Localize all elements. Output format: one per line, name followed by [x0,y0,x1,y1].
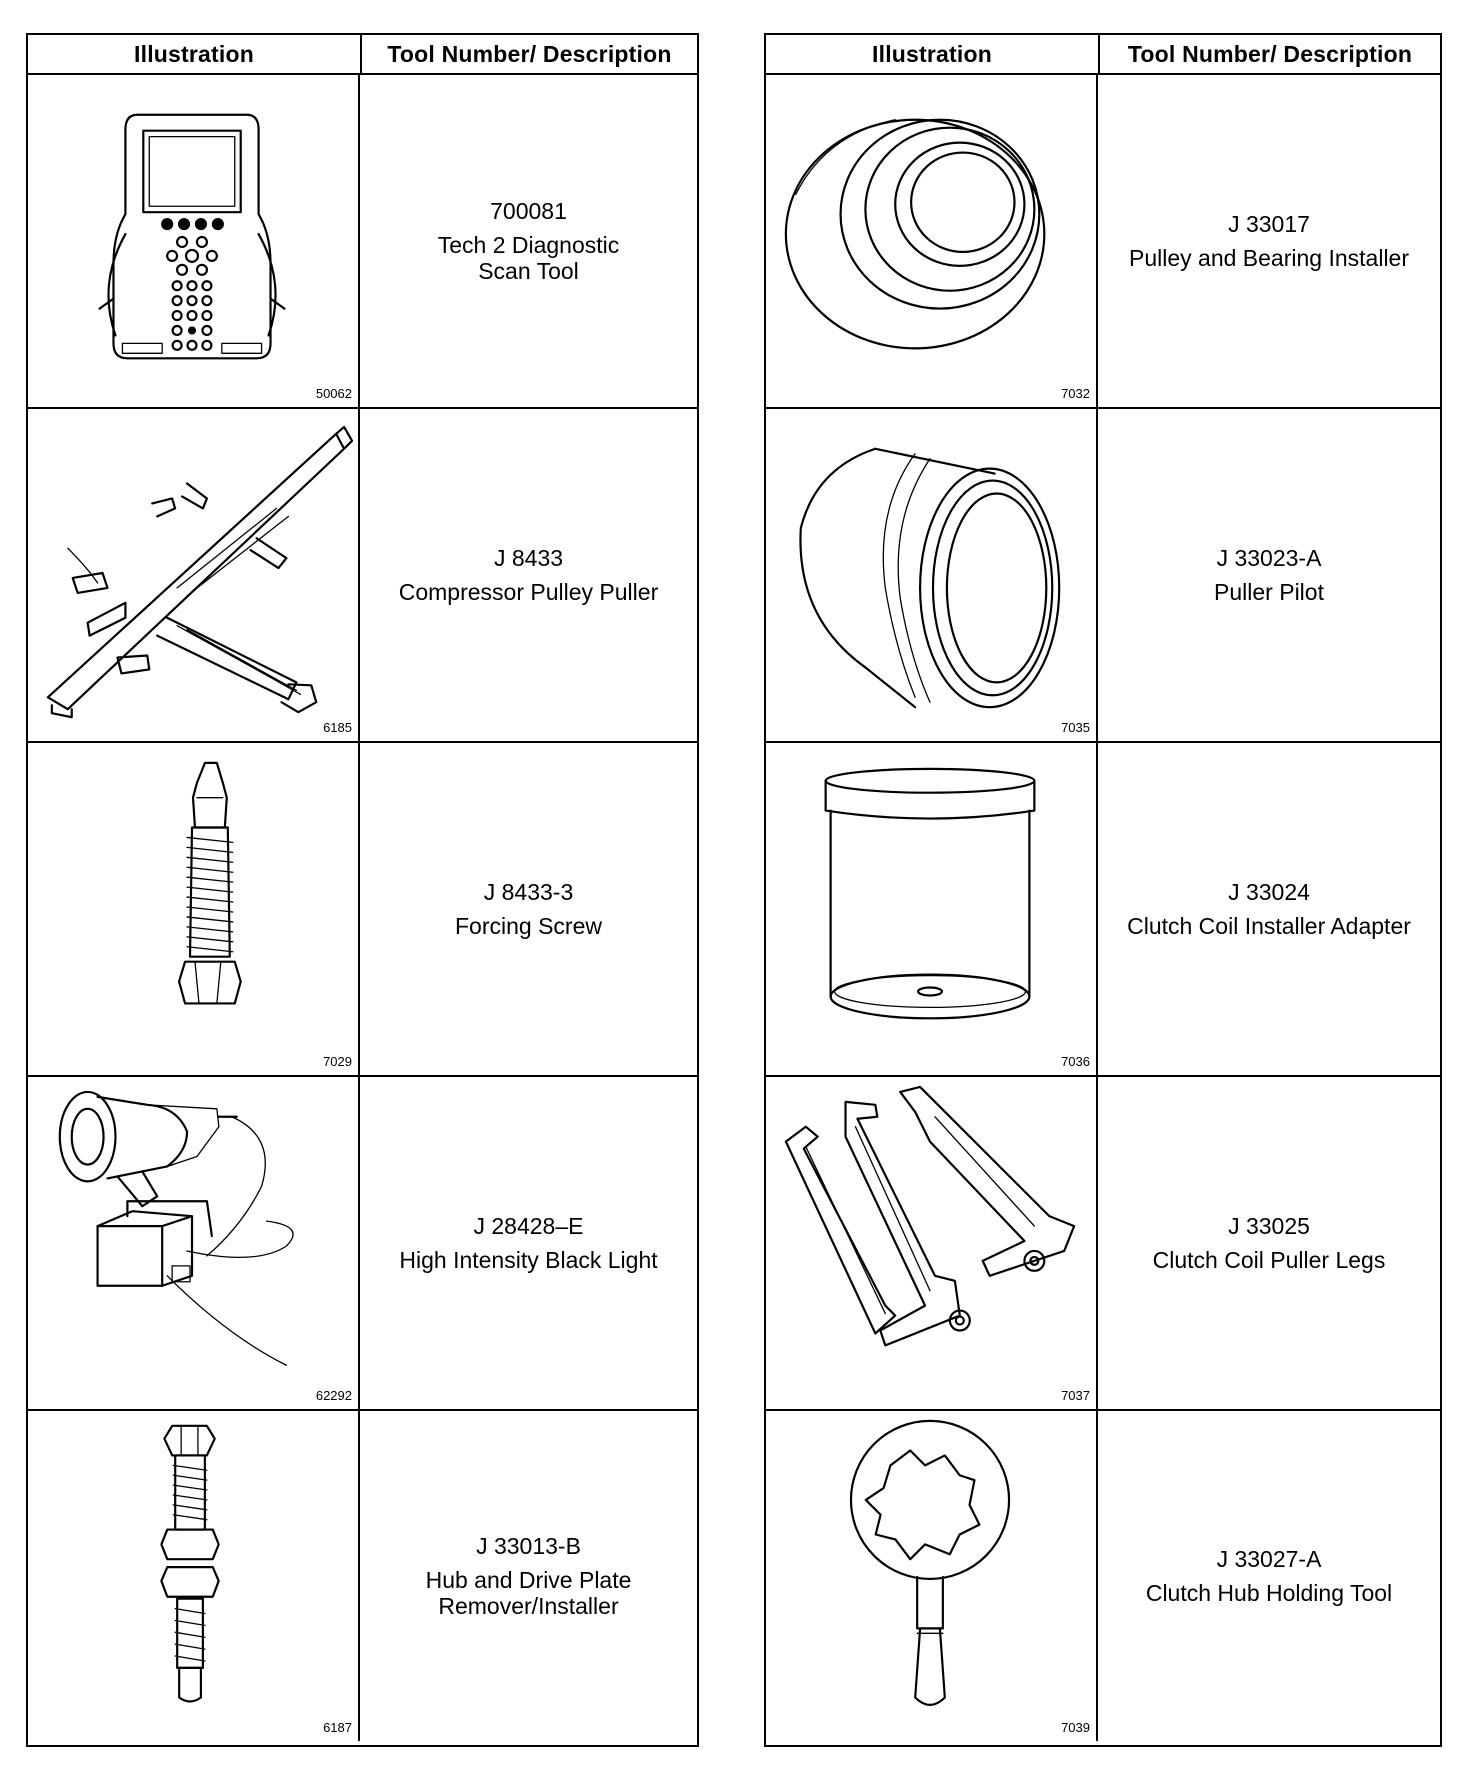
tool-number: J 33023-A [1216,545,1322,571]
table-row [766,1411,1440,1741]
description-header: Tool Number/ Description [1127,40,1413,67]
illustration-header: Illustration [766,35,1100,73]
tool-number: J 33017 [1228,211,1310,237]
illustration-cell [766,743,1098,1075]
table-row [28,1411,697,1741]
illustration-cell [28,409,360,741]
description-cell [360,743,697,1075]
figure-number: 6185 [323,720,352,735]
table-row [766,75,1440,409]
table-row [28,409,697,743]
tool-description: Forcing Screw [455,913,602,939]
bearing-installer-icon [766,75,1096,407]
tool-description: Clutch Coil Installer Adapter [1127,913,1411,939]
tool-description: Puller Pilot [1214,579,1324,605]
description-cell [1098,75,1440,407]
tool-description: Compressor Pulley Puller [398,579,659,605]
tool-description: Pulley and Bearing Installer [1129,245,1409,271]
tool-table-left [26,33,699,1747]
tool-number: J 33027-A [1216,1546,1322,1572]
tool-number: J 8433-3 [483,879,574,905]
puller-legs-icon [766,1077,1096,1409]
description-cell [1098,409,1440,741]
figure-number: 7032 [1061,386,1090,401]
tool-number: J 33025 [1228,1213,1310,1239]
figure-number: 7039 [1061,1720,1090,1735]
illustration-cell [28,1411,360,1741]
description-cell [1098,1411,1440,1741]
forcing-screw-icon [28,743,358,1075]
illustration-cell [766,1411,1098,1741]
table-row [766,743,1440,1077]
figure-number: 7037 [1061,1388,1090,1403]
figure-number: 62292 [315,1388,352,1403]
table-row [766,1077,1440,1411]
figure-number: 50062 [315,386,352,401]
tool-number: J 8433 [493,545,564,571]
table-row [28,743,697,1077]
tool-number: J 33013-B [476,1533,581,1559]
black-light-icon [28,1077,358,1409]
figure-number: 6187 [323,1720,352,1735]
tool-description: Tech 2 Diagnostic Scan Tool [437,232,620,284]
description-cell [360,75,697,407]
table-row [766,409,1440,743]
tool-description: Hub and Drive Plate Remover/Installer [425,1567,632,1619]
tool-number: 700081 [490,198,567,224]
figure-number: 7036 [1061,1054,1090,1069]
scan-tool-icon [28,75,358,407]
table-row [28,75,697,409]
figure-number: 7029 [323,1054,352,1069]
description-cell [360,409,697,741]
tool-description: Clutch Hub Holding Tool [1145,1580,1393,1606]
description-header: Tool Number/ Description [387,40,672,67]
hub-holding-tool-icon [766,1411,1096,1741]
hub-remover-icon [28,1411,358,1741]
illustration-cell [28,1077,360,1409]
illustration-cell [766,1077,1098,1409]
puller-pilot-icon [766,409,1096,741]
tool-description: High Intensity Black Light [399,1247,658,1273]
pulley-puller-icon [28,409,358,741]
description-cell [360,1411,697,1741]
illustration-cell [766,75,1098,407]
coil-adapter-icon [766,743,1096,1075]
illustration-cell [766,409,1098,741]
tool-table-right [764,33,1442,1747]
tool-description: Clutch Coil Puller Legs [1152,1247,1386,1273]
table-header [28,35,697,75]
table-row [28,1077,697,1411]
table-header [766,35,1440,75]
illustration-cell [28,743,360,1075]
tool-number: J 28428–E [473,1213,584,1239]
description-cell [1098,743,1440,1075]
illustration-cell [28,75,360,407]
illustration-header: Illustration [28,35,362,73]
description-cell [360,1077,697,1409]
figure-number: 7035 [1061,720,1090,735]
tool-number: J 33024 [1228,879,1310,905]
description-cell [1098,1077,1440,1409]
